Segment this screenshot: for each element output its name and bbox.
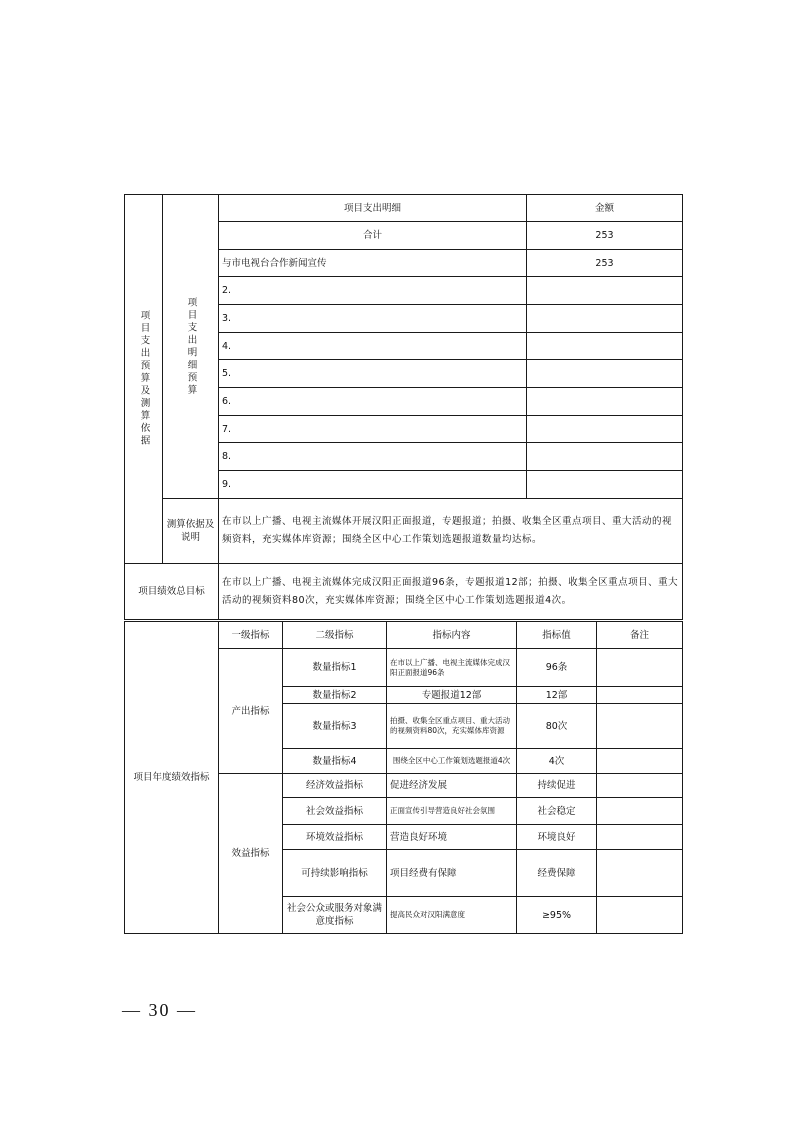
benefit-label: 效益指标: [219, 774, 283, 934]
output-label: 产出指标: [219, 649, 283, 774]
indicator-table: [124, 621, 683, 934]
basis-text: 在市以上广播、电视主流媒体开展汉阳正面报道，专题报道；拍摄、收集全区重点项目、重大活动的视频资料，充实媒体库资源；围绕全区中心工作策划选题报道数量均达标。: [219, 499, 683, 564]
header-amount: 金额: [527, 195, 683, 222]
goal-text: 在市以上广播、电视主流媒体完成汉阳正面报道96条，专题报道12部；拍摄、收集全区重点项目、重大活动的视频资料80次，充实媒体库资源；围绕全区中心工作策划选题报道4次。: [219, 564, 683, 620]
second-indicator: 社会效益指标: [283, 798, 387, 825]
indicator-value: 12部: [517, 687, 597, 704]
indicator-value: 4次: [517, 749, 597, 774]
row-amount: [527, 333, 683, 360]
row-item: 2.: [219, 277, 527, 305]
row-amount: [527, 471, 683, 499]
row-item: 7.: [219, 416, 527, 443]
indicator-value: 80次: [517, 704, 597, 749]
second-indicator: 经济效益指标: [283, 774, 387, 798]
budget-section-label-cell: [125, 195, 163, 564]
indicator-content: 项目经费有保障: [387, 850, 517, 897]
indicator-content: 围绕全区中心工作策划选题报道4次: [387, 749, 517, 774]
second-indicator: 数量指标1: [283, 649, 387, 687]
header-item: 项目支出明细: [219, 195, 527, 222]
indicator-remark: [597, 649, 683, 687]
indicator-content: 拍摄、收集全区重点项目、重大活动的视频资料80次，充实媒体库资源: [387, 704, 517, 749]
total-label: 合计: [219, 222, 527, 250]
indicator-value: 持续促进: [517, 774, 597, 798]
indicator-value: 96条: [517, 649, 597, 687]
indicator-content: 专题报道12部: [387, 687, 517, 704]
second-indicator: 环境效益指标: [283, 825, 387, 850]
total-amount: 253: [527, 222, 683, 250]
row-amount: [527, 305, 683, 333]
header-content: 指标内容: [387, 622, 517, 649]
indicator-remark: [597, 897, 683, 934]
page-number: — 30 —: [122, 1000, 197, 1020]
row-amount: 253: [527, 250, 683, 277]
indicator-remark: [597, 774, 683, 798]
indicator-remark: [597, 798, 683, 825]
indicator-value: 社会稳定: [517, 798, 597, 825]
second-indicator: 数量指标4: [283, 749, 387, 774]
row-item: 6.: [219, 388, 527, 416]
second-indicator: 可持续影响指标: [283, 850, 387, 897]
indicator-remark: [597, 749, 683, 774]
row-amount: [527, 416, 683, 443]
indicator-content: 促进经济发展: [387, 774, 517, 798]
row-amount: [527, 360, 683, 388]
indicator-remark: [597, 850, 683, 897]
header-remark: 备注: [597, 622, 683, 649]
row-amount: [527, 443, 683, 471]
budget-table: [124, 194, 683, 620]
goal-label: 项目绩效总目标: [125, 564, 219, 620]
header-value: 指标值: [517, 622, 597, 649]
header-level1: 一级指标: [219, 622, 283, 649]
indicator-content: 提高民众对汉阳满意度: [387, 897, 517, 934]
budget-section-label: 项目支出预算及测算依据: [138, 310, 150, 448]
detail-label: 项目支出明细预算: [185, 296, 197, 397]
indicator-remark: [597, 825, 683, 850]
second-indicator: 数量指标3: [283, 704, 387, 749]
row-item: 8.: [219, 443, 527, 471]
indicator-content: 正面宣传引导营造良好社会氛围: [387, 798, 517, 825]
indicator-content: 营造良好环境: [387, 825, 517, 850]
row-amount: [527, 277, 683, 305]
indicator-section-label: 项目年度绩效指标: [125, 622, 219, 934]
row-item: 9.: [219, 471, 527, 499]
row-item: 3.: [219, 305, 527, 333]
row-item: 4.: [219, 333, 527, 360]
second-indicator: 数量指标2: [283, 687, 387, 704]
header-level2: 二级指标: [283, 622, 387, 649]
second-indicator: 社会公众或服务对象满意度指标: [283, 897, 387, 934]
row-item: 与市电视台合作新闻宣传: [219, 250, 527, 277]
indicator-value: 经费保障: [517, 850, 597, 897]
row-amount: [527, 388, 683, 416]
basis-label: 测算依据及说明: [163, 499, 219, 564]
indicator-value: 环境良好: [517, 825, 597, 850]
indicator-remark: [597, 687, 683, 704]
indicator-value: ≥95%: [517, 897, 597, 934]
detail-label-cell: [163, 195, 219, 499]
row-item: 5.: [219, 360, 527, 388]
indicator-remark: [597, 704, 683, 749]
indicator-content: 在市以上广播、电视主流媒体完成汉阳正面报道96条: [387, 649, 517, 687]
